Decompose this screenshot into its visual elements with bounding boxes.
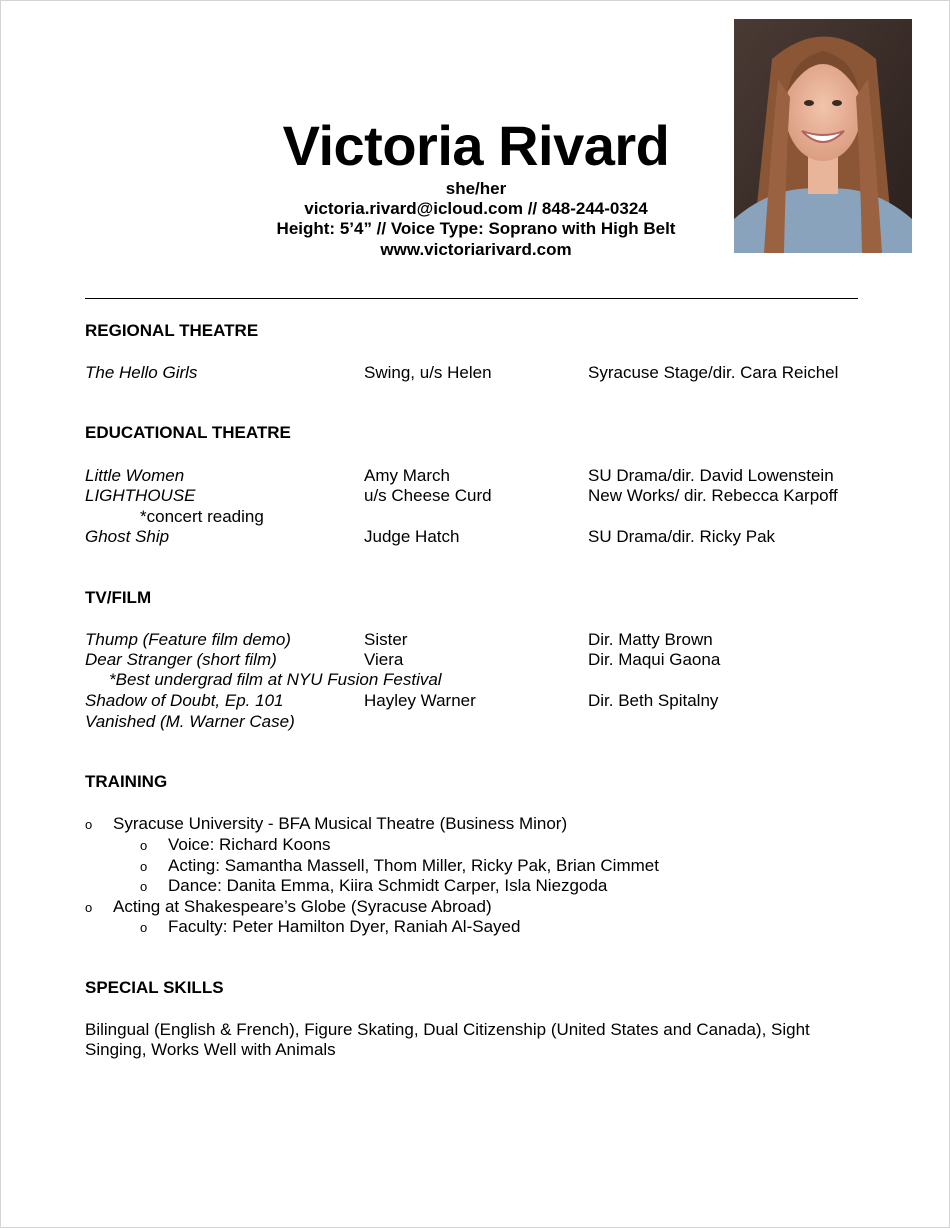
special-skills-heading: SPECIAL SKILLS [85, 978, 224, 997]
actor-name: Victoria Rivard [282, 114, 670, 177]
credit-role: Hayley Warner [364, 691, 476, 710]
bullet-marker: o [140, 920, 148, 935]
training-item: Dance: Danita Emma, Kiira Schmidt Carper, Isla Niezgoda [168, 876, 608, 895]
header-divider [85, 298, 858, 299]
tv-film-heading: TV/FILM [85, 588, 152, 607]
credit-role: Judge Hatch [364, 527, 460, 546]
credit-role: Swing, u/s Helen [364, 363, 492, 382]
training-item: Voice: Richard Koons [168, 835, 331, 854]
credit-note: *concert reading [140, 507, 264, 526]
bullet-marker: o [140, 859, 148, 874]
contact-line: victoria.rivard@icloud.com // 848-244-0324 [304, 199, 648, 218]
training-item: Acting: Samantha Massell, Thom Miller, Ricky Pak, Brian Cimmet [168, 856, 659, 875]
height-voice-line: Height: 5’4” // Voice Type: Soprano with High Belt [276, 219, 676, 238]
credit-title: LIGHTHOUSE [85, 486, 196, 505]
pronouns: she/her [445, 179, 507, 198]
credit-note: *Best undergrad film at NYU Fusion Festival [109, 670, 442, 689]
skills-line: Singing, Works Well with Animals [85, 1040, 336, 1059]
skills-line: Bilingual (English & French), Figure Skating, Dual Citizenship (United States and Canada), Sight [85, 1020, 810, 1039]
credit-title: Shadow of Doubt, Ep. 101 [85, 691, 284, 710]
credit-company: SU Drama/dir. David Lowenstein [588, 466, 834, 485]
credit-role: Viera [364, 650, 404, 669]
credit-role: Sister [364, 630, 408, 649]
training-item: Faculty: Peter Hamilton Dyer, Raniah Al-Sayed [168, 917, 521, 936]
credit-company: Dir. Matty Brown [588, 630, 713, 649]
credit-title: The Hello Girls [85, 363, 198, 382]
bullet-marker: o [140, 838, 148, 853]
training-item: Acting at Shakespeare’s Globe (Syracuse Abroad) [113, 897, 492, 916]
bullet-marker: o [140, 879, 148, 894]
credit-title: Thump (Feature film demo) [85, 630, 291, 649]
credit-role: u/s Cheese Curd [364, 486, 492, 505]
credit-company: SU Drama/dir. Ricky Pak [588, 527, 776, 546]
credit-role: Amy March [364, 466, 450, 485]
credit-title: Little Women [85, 466, 185, 485]
credit-title: Ghost Ship [85, 527, 170, 546]
credit-company: Dir. Maqui Gaona [588, 650, 721, 669]
credit-company: New Works/ dir. Rebecca Karpoff [588, 486, 838, 505]
credit-title: Vanished (M. Warner Case) [85, 712, 295, 731]
credit-company: Syracuse Stage/dir. Cara Reichel [588, 363, 839, 382]
headshot-photo [734, 19, 912, 253]
credit-title: Dear Stranger (short film) [85, 650, 277, 669]
educational-theatre-heading: EDUCATIONAL THEATRE [85, 423, 291, 442]
training-heading: TRAINING [85, 772, 168, 791]
bullet-marker: o [85, 817, 93, 832]
bullet-marker: o [85, 900, 93, 915]
training-item: Syracuse University - BFA Musical Theatre (Business Minor) [113, 814, 568, 833]
regional-theatre-heading: REGIONAL THEATRE [85, 321, 259, 340]
website: www.victoriarivard.com [380, 240, 572, 259]
credit-company: Dir. Beth Spitalny [588, 691, 719, 710]
